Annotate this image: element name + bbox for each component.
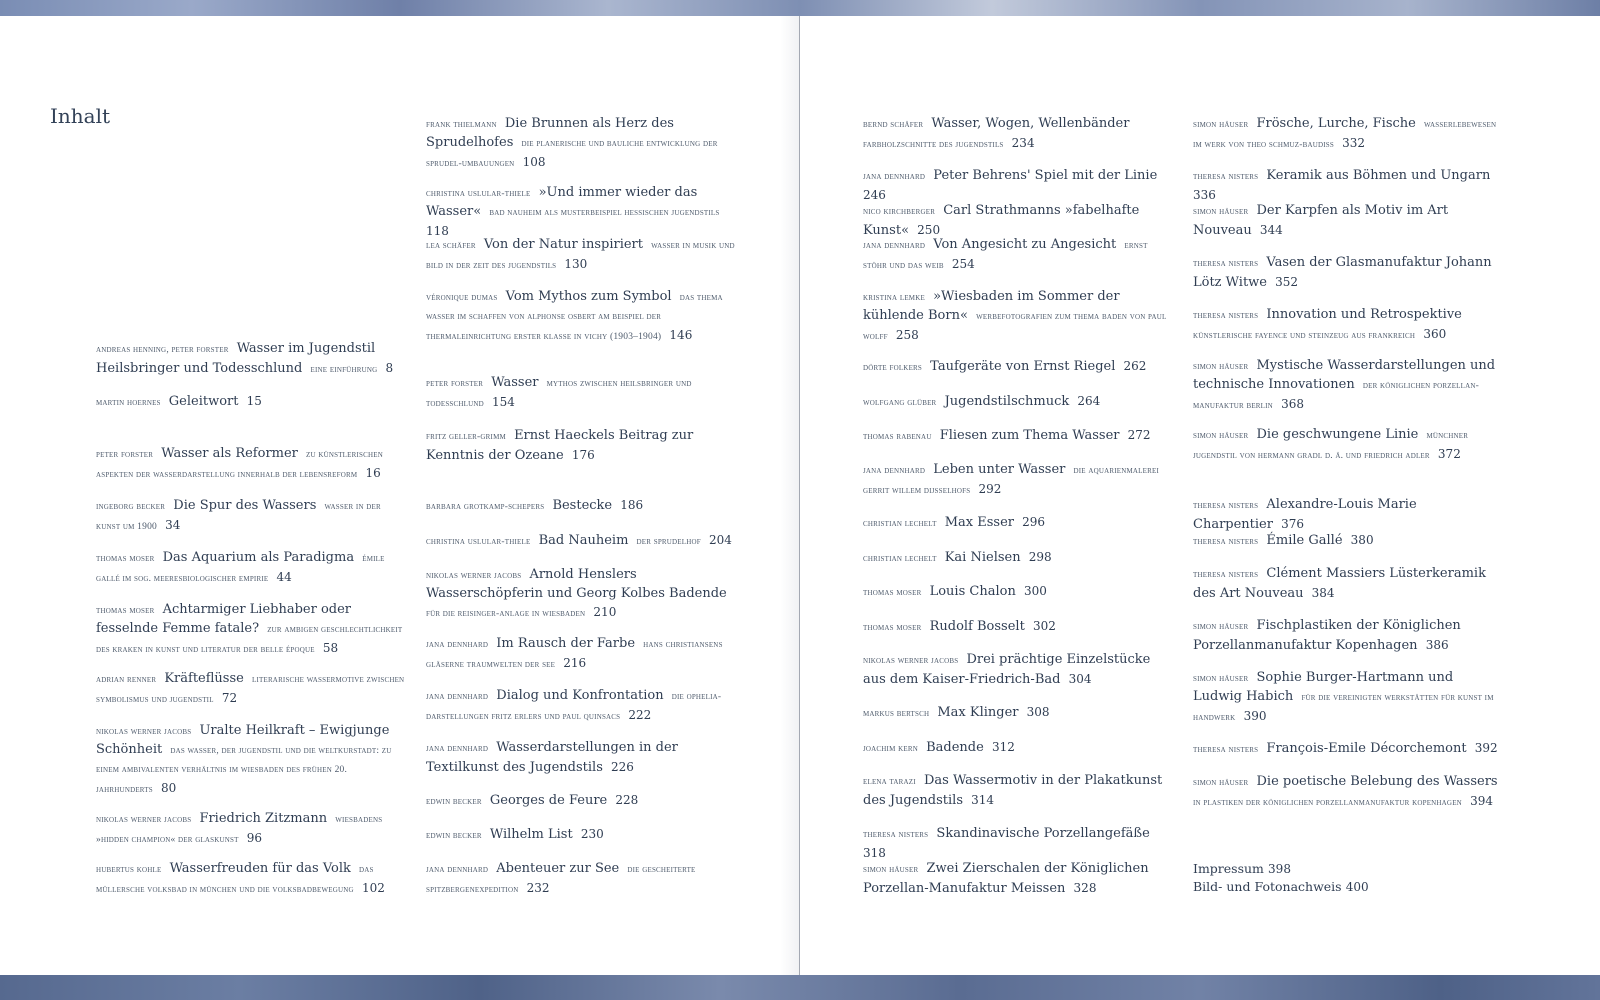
toc-entry[interactable] — [426, 566, 736, 623]
entry-subtitle: der sprudelhof — [636, 537, 701, 547]
entry-subtitle: zur ambigen geschlechtlichkeit des kraken in kunst und literatur der belle époque — [96, 625, 403, 655]
entry-subtitle: wasser in musik und bild in der zeit des jugendstils — [426, 241, 735, 271]
backmatter-label: Impressum — [1193, 861, 1264, 876]
entry-title: Max Esser — [944, 515, 1014, 530]
toc-entry[interactable] — [96, 340, 406, 379]
entry-page-number: 154 — [492, 395, 515, 409]
entry-page-number: 8 — [385, 361, 394, 375]
entry-author: simon häuser — [863, 865, 919, 875]
toc-entry[interactable] — [863, 738, 1173, 758]
entry-page-number: 80 — [160, 781, 177, 795]
entry-page-number: 336 — [1193, 188, 1216, 202]
toc-entry[interactable] — [426, 791, 736, 811]
entry-author: lea schäfer — [426, 241, 476, 251]
entry-author: christian lechelt — [863, 519, 937, 529]
entry-page-number: 298 — [1028, 550, 1052, 564]
entry-subtitle: ernst stöhr und das weib — [863, 241, 1148, 271]
entry-author: martin hoernes — [96, 398, 161, 408]
entry-page-number: 16 — [365, 466, 381, 480]
entry-page-number: 380 — [1350, 533, 1374, 547]
entry-author: markus bertsch — [863, 709, 930, 719]
toc-entry[interactable] — [426, 427, 736, 465]
entry-page-number: 102 — [361, 881, 385, 895]
entry-author: thomas moser — [96, 554, 155, 564]
entry-title: Fliesen zum Thema Wasser — [939, 428, 1120, 443]
entry-subtitle: für die vereinigten werkstätten für kunst im handwerk — [1193, 693, 1494, 723]
entry-subtitle: bad nauheim als musterbeispiel hessischen jugendstils — [489, 208, 720, 218]
page-title: Inhalt — [50, 104, 111, 128]
entry-author: simon häuser — [1193, 778, 1249, 788]
entry-title: Friedrich Zitzmann — [199, 811, 328, 826]
entry-author: jana dennhard — [863, 466, 926, 476]
toc-entry[interactable] — [426, 115, 736, 173]
entry-page-number: 390 — [1243, 709, 1267, 723]
entry-title: Jugendstilschmuck — [944, 394, 1070, 409]
entry-page-number: 272 — [1127, 428, 1151, 442]
entry-author: simon häuser — [1193, 622, 1249, 632]
entry-title: Wasserdarstellungen in der Textilkunst des Jugendstils — [426, 740, 678, 775]
toc-entry[interactable] — [1193, 115, 1503, 154]
entry-page-number: 176 — [571, 448, 595, 462]
entry-title: Kai Nielsen — [944, 550, 1021, 565]
toc-entry[interactable] — [863, 357, 1173, 377]
entry-author: christina uslular-thiele — [426, 189, 531, 199]
entry-page-number: 360 — [1423, 327, 1447, 341]
entry-author: christina uslular-thiele — [426, 537, 531, 547]
entry-page-number: 318 — [863, 846, 886, 860]
entry-page-number: 314 — [971, 793, 995, 807]
entry-title: Skandinavische Porzellangefäße — [936, 826, 1150, 841]
entry-subtitle: für die reisinger-anlage in wiesbaden — [426, 609, 586, 619]
entry-author: simon häuser — [1193, 674, 1249, 684]
entry-title: Sophie Burger-Hartmann und Ludwig Habich — [1193, 670, 1454, 704]
entry-page-number: 344 — [1259, 223, 1283, 237]
entry-subtitle: literarische wassermotive zwischen symbolismus und jugendstil — [96, 675, 405, 705]
backmatter-page-number: 398 — [1268, 862, 1291, 876]
entry-title: »Und immer wieder das Wasser« — [426, 185, 698, 219]
entry-author: elena tarazi — [863, 777, 916, 787]
entry-title: Dialog und Konfrontation — [496, 688, 664, 703]
entry-subtitle: mythos zwischen heilsbringer und todesschlund — [426, 379, 692, 409]
entry-title: Im Rausch der Farbe — [496, 636, 636, 651]
entry-author: jana dennhard — [426, 744, 489, 754]
entry-page-number: 15 — [246, 394, 262, 408]
entry-page-number: 292 — [978, 482, 1002, 496]
entry-title: Vasen der Glasmanufaktur Johann Lötz Witwe — [1193, 255, 1492, 290]
entry-subtitle: das müllersche volksbad in münchen und die volksbadbewegung — [96, 865, 374, 895]
entry-author: theresa nisters — [1193, 501, 1259, 511]
toc-entry[interactable] — [1193, 496, 1503, 534]
backmatter-entry[interactable] — [1193, 860, 1503, 879]
entry-page-number: 368 — [1281, 397, 1304, 411]
toc-entry[interactable] — [1193, 531, 1503, 551]
entry-title: Mystische Wasserdarstellungen und technische Innovationen — [1193, 358, 1496, 392]
toc-entry[interactable] — [426, 825, 736, 845]
entry-page-number: 228 — [615, 793, 639, 807]
entry-subtitle: wiesbadens »hidden champion« der glaskunst — [96, 815, 383, 845]
toc-entry[interactable] — [863, 426, 1173, 446]
toc-entry[interactable] — [1193, 669, 1503, 727]
entry-title: »Wiesbaden im Sommer der kühlende Born« — [863, 289, 1120, 323]
entry-subtitle: die gescheiterte spitzbergenexpedition — [426, 865, 696, 895]
toc-entry[interactable] — [426, 184, 736, 241]
toc-entry[interactable] — [426, 374, 736, 413]
entry-subtitle: künstlerische fayence und steinzeug aus frankreich — [1193, 331, 1416, 341]
entry-author: theresa nisters — [1193, 570, 1259, 580]
entry-page-number: 44 — [276, 570, 292, 584]
entry-page-number: 300 — [1023, 584, 1047, 598]
entry-subtitle: wasserlebewesen im werk von theo schmuz-baudiss — [1193, 120, 1497, 150]
entry-title: Keramik aus Böhmen und Ungarn — [1266, 168, 1491, 183]
entry-subtitle: die planerische und bauliche entwicklung der sprudel-umbauungen — [426, 139, 718, 169]
entry-subtitle: hans christiansens gläserne traumwelten der see — [426, 640, 723, 670]
entry-title: Badende — [926, 740, 984, 755]
entry-page-number: 204 — [708, 533, 732, 547]
toc-entry[interactable] — [863, 772, 1173, 810]
entry-subtitle: werbefotografien zum thema baden von paul wolff — [863, 312, 1167, 342]
entry-author: fritz geller-grimm — [426, 432, 506, 442]
toc-entry[interactable] — [96, 860, 406, 899]
entry-page-number: 250 — [917, 223, 941, 237]
entry-author: theresa nisters — [1193, 311, 1259, 321]
entry-author: theresa nisters — [863, 830, 929, 840]
entry-title: Émile Gallé — [1266, 533, 1343, 548]
entry-author: thomas moser — [96, 606, 155, 616]
entry-subtitle: der königlichen porzellan-manufaktur berlin — [1193, 381, 1480, 411]
entry-page-number: 308 — [1026, 705, 1050, 719]
bottom-image-strip — [0, 975, 1600, 1000]
entry-page-number: 118 — [426, 224, 449, 238]
entry-title: Georges de Feure — [489, 793, 608, 808]
entry-author: theresa nisters — [1193, 259, 1259, 269]
entry-title: Zwei Zierschalen der Königlichen Porzellan-Manufaktur Meissen — [863, 861, 1149, 896]
entry-page-number: 222 — [628, 708, 652, 722]
entry-page-number: 376 — [1281, 517, 1305, 531]
entry-title: Kräfteflüsse — [164, 671, 244, 686]
entry-title: Von Angesicht zu Angesicht — [933, 237, 1117, 252]
entry-author: kristina lemke — [863, 293, 925, 303]
entry-page-number: 34 — [165, 518, 181, 532]
entry-title: Geleitwort — [168, 394, 239, 409]
entry-title: Wasser — [491, 375, 539, 390]
toc-entry[interactable] — [863, 167, 1173, 205]
entry-page-number: 262 — [1123, 359, 1147, 373]
entry-page-number: 296 — [1022, 515, 1046, 529]
entry-page-number: 96 — [246, 831, 263, 845]
entry-title: Wasserfreuden für das Volk — [169, 861, 351, 876]
entry-author: christian lechelt — [863, 554, 937, 564]
entry-author: theresa nisters — [1193, 537, 1259, 547]
entry-title: Taufgeräte von Ernst Riegel — [930, 359, 1116, 374]
entry-page-number: 146 — [669, 328, 693, 342]
entry-title: Fischplastiken der Königlichen Porzellanmanufaktur Kopenhagen — [1193, 618, 1461, 653]
entry-page-number: 302 — [1032, 619, 1056, 633]
entry-page-number: 312 — [991, 740, 1015, 754]
entry-author: nikolas werner jacobs — [96, 815, 192, 825]
toc-entry[interactable] — [863, 392, 1173, 412]
toc-entry[interactable] — [96, 497, 406, 536]
entry-author: peter forster — [96, 450, 154, 460]
entry-page-number: 352 — [1275, 275, 1299, 289]
entry-author: theresa nisters — [1193, 172, 1259, 182]
entry-title: Clément Massiers Lüsterkeramik des Art Nouveau — [1193, 566, 1486, 601]
entry-title: Max Klinger — [937, 705, 1019, 720]
entry-page-number: 304 — [1068, 672, 1092, 686]
entry-page-number: 226 — [611, 760, 634, 774]
entry-title: Alexandre-Louis Marie Charpentier — [1193, 497, 1417, 532]
toc-entry[interactable] — [863, 202, 1173, 240]
toc-entry[interactable] — [1193, 357, 1503, 415]
entry-author: jana dennhard — [426, 865, 489, 875]
entry-author: peter forster — [426, 379, 484, 389]
entry-author: jana dennhard — [426, 640, 489, 650]
entry-title: Peter Behrens' Spiel mit der Linie — [933, 168, 1158, 183]
entry-page-number: 386 — [1425, 638, 1449, 652]
entry-page-number: 216 — [563, 656, 587, 670]
entry-page-number: 394 — [1470, 794, 1493, 808]
entry-author: simon häuser — [1193, 207, 1249, 217]
toc-entry[interactable] — [426, 236, 736, 275]
entry-subtitle: wasser in der kunst um 1900 — [96, 502, 381, 532]
entry-title: Wasser als Reformer — [161, 446, 298, 461]
toc-entry[interactable] — [96, 601, 406, 659]
toc-entry[interactable] — [426, 635, 736, 674]
entry-title: Achtarmiger Liebhaber oder fesselnde Femme fatale? — [96, 602, 352, 636]
entry-title: Drei prächtige Einzelstücke aus dem Kaiser-Friedrich-Bad — [863, 652, 1151, 687]
entry-subtitle: die aquarienmalerei gerrit willem dijsselhofs — [863, 466, 1160, 496]
top-image-strip — [0, 0, 1600, 16]
entry-page-number: 58 — [322, 641, 339, 655]
entry-author: hubertus kohle — [96, 865, 162, 875]
entry-title: Abenteuer zur See — [496, 861, 620, 876]
entry-page-number: 254 — [951, 257, 975, 271]
toc-entry[interactable] — [863, 582, 1173, 602]
entry-title: Louis Chalon — [929, 584, 1016, 599]
backmatter-label: Bild- und Fotonachweis — [1193, 879, 1342, 894]
toc-entry[interactable] — [1193, 773, 1503, 812]
entry-page-number: 372 — [1437, 447, 1461, 461]
entry-title: Die Brunnen als Herz des Sprudelhofes — [426, 116, 674, 150]
entry-author: nico kirchberger — [863, 207, 936, 217]
toc-entry[interactable] — [426, 531, 736, 551]
toc-entry[interactable] — [96, 445, 406, 484]
toc-entry[interactable] — [96, 549, 406, 588]
entry-page-number: 258 — [895, 328, 919, 342]
toc-entry[interactable] — [1193, 202, 1503, 240]
entry-title: Arnold Henslers Wasserschöpferin und Georg Kolbes Badende — [426, 567, 727, 601]
toc-entry[interactable] — [1193, 565, 1503, 603]
entry-title: Das Wassermotiv in der Plakatkunst des Jugendstils — [863, 773, 1163, 808]
entry-subtitle: émile gallé im sog. meeresbiologischer empirie — [96, 554, 385, 584]
entry-title: Carl Strathmanns »fabelhafte Kunst« — [863, 203, 1140, 238]
entry-page-number: 186 — [620, 498, 644, 512]
entry-author: wolfgang glüber — [863, 398, 937, 408]
entry-subtitle: farbholzschnitte des jugendstils — [863, 140, 1004, 150]
backmatter-entry[interactable] — [1193, 878, 1503, 897]
entry-author: simon häuser — [1193, 362, 1249, 372]
toc-entry[interactable] — [1193, 426, 1503, 465]
entry-subtitle: münchner jugendstil von hermann gradl d. ä. und friedrich adler — [1193, 431, 1469, 461]
toc-entry[interactable] — [96, 810, 406, 849]
toc-entry[interactable] — [863, 651, 1173, 689]
entry-page-number: 108 — [522, 155, 546, 169]
entry-page-number: 232 — [526, 881, 550, 895]
entry-page-number: 130 — [564, 257, 588, 271]
toc-entry[interactable] — [863, 860, 1173, 898]
entry-author: thomas rabenau — [863, 432, 932, 442]
toc-entry[interactable] — [1193, 617, 1503, 655]
entry-title: Von der Natur inspiriert — [483, 237, 643, 252]
entry-subtitle: zu künstlerischen aspekten der wasserdarstellung innerhalb der lebensreform — [96, 450, 383, 480]
entry-author: barbara grotkamp-schepers — [426, 502, 545, 512]
toc-entry[interactable] — [96, 722, 406, 799]
entry-title: Wasser im Jugendstil Heilsbringer und Todesschlund — [96, 341, 376, 376]
toc-entry[interactable] — [863, 115, 1173, 154]
entry-subtitle: das wasser, der jugendstil und die weltkurstadt: zu einem ambivalenten verhältnis im wiesbaden des frühen 20. jahrhunderts — [96, 746, 392, 795]
toc-entry[interactable] — [96, 670, 406, 709]
entry-author: frank thielmann — [426, 120, 497, 130]
entry-page-number: 210 — [593, 605, 617, 619]
entry-author: joachim kern — [863, 744, 918, 754]
entry-author: thomas moser — [863, 588, 922, 598]
entry-subtitle: eine einführung — [310, 365, 378, 375]
toc-entry[interactable] — [863, 288, 1173, 346]
backmatter-page-number: 400 — [1345, 880, 1369, 894]
entry-title: Frösche, Lurche, Fische — [1256, 116, 1416, 131]
entry-author: jana dennhard — [863, 172, 926, 182]
entry-subtitle: das thema wasser im schaffen von alphonse osbert am beispiel der thermaleinrichtung erster klasse in vichy (1903–1904) — [426, 293, 723, 342]
entry-page-number: 332 — [1342, 136, 1366, 150]
toc-entry[interactable] — [863, 617, 1173, 637]
entry-title: Die Spur des Wassers — [173, 498, 317, 513]
entry-page-number: 392 — [1474, 741, 1498, 755]
entry-page-number: 328 — [1073, 881, 1097, 895]
toc-entry[interactable] — [426, 739, 736, 777]
entry-title: Die poetische Belebung des Wassers — [1256, 774, 1498, 789]
entry-page-number: 384 — [1311, 586, 1335, 600]
entry-author: simon häuser — [1193, 431, 1249, 441]
toc-entry[interactable] — [1193, 254, 1503, 292]
toc-entry[interactable] — [863, 703, 1173, 723]
toc-entry[interactable] — [1193, 306, 1503, 345]
entry-author: edwin becker — [426, 831, 482, 841]
entry-title: Vom Mythos zum Symbol — [505, 289, 672, 304]
entry-author: véronique dumas — [426, 293, 498, 303]
toc-entry[interactable] — [426, 496, 736, 516]
entry-author: nikolas werner jacobs — [863, 656, 959, 666]
entry-title: Wilhelm List — [489, 827, 573, 842]
entry-title: Die geschwungene Linie — [1256, 427, 1419, 442]
toc-entry[interactable] — [1193, 739, 1503, 759]
entry-page-number: 230 — [580, 827, 604, 841]
entry-title: Uralte Heilkraft – Ewigjunge Schönheit — [96, 723, 390, 757]
toc-entry[interactable] — [863, 513, 1173, 533]
entry-author: jana dennhard — [426, 692, 489, 702]
page-gutter — [799, 16, 800, 975]
toc-entry[interactable] — [426, 288, 736, 346]
entry-title: Rudolf Bosselt — [929, 619, 1025, 634]
entry-author: nikolas werner jacobs — [96, 727, 192, 737]
entry-author: dörte folkers — [863, 363, 923, 373]
entry-page-number: 72 — [221, 691, 238, 705]
entry-title: François-Emile Décorchemont — [1266, 741, 1467, 756]
entry-title: Wasser, Wogen, Wellenbänder — [931, 116, 1130, 131]
entry-author: jana dennhard — [863, 241, 926, 251]
entry-title: Das Aquarium als Paradigma — [162, 550, 355, 565]
entry-author: andreas henning, peter forster — [96, 345, 229, 355]
entry-title: Der Karpfen als Motiv im Art Nouveau — [1193, 203, 1449, 238]
entry-author: adrian renner — [96, 675, 157, 685]
entry-author: edwin becker — [426, 797, 482, 807]
entry-title: Ernst Haeckels Beitrag zur Kenntnis der Ozeane — [426, 428, 694, 463]
entry-author: thomas moser — [863, 623, 922, 633]
entry-title: Bad Nauheim — [538, 533, 629, 548]
toc-entry[interactable] — [863, 548, 1173, 568]
entry-author: theresa nisters — [1193, 745, 1259, 755]
toc-entry[interactable] — [426, 860, 736, 899]
entry-author: simon häuser — [1193, 120, 1249, 130]
toc-entry[interactable] — [863, 236, 1173, 275]
toc-entry[interactable] — [863, 461, 1173, 500]
toc-entry[interactable] — [96, 392, 406, 412]
page-gutter-shadow — [780, 16, 799, 975]
entry-page-number: 264 — [1077, 394, 1101, 408]
toc-entry[interactable] — [426, 687, 736, 726]
entry-page-number: 246 — [863, 188, 886, 202]
entry-subtitle: in plastiken der königlichen porzellanmanufaktur kopenhagen — [1193, 798, 1462, 808]
entry-title: Leben unter Wasser — [933, 462, 1066, 477]
entry-author: nikolas werner jacobs — [426, 571, 522, 581]
entry-author: ingeborg becker — [96, 502, 166, 512]
toc-entry[interactable] — [1193, 167, 1503, 205]
entry-page-number: 234 — [1011, 136, 1035, 150]
entry-author: bernd schäfer — [863, 120, 924, 130]
entry-subtitle: die ophelia-darstellungen fritz erlers und paul quinsacs — [426, 692, 722, 722]
toc-entry[interactable] — [863, 825, 1173, 863]
entry-title: Bestecke — [552, 498, 613, 513]
entry-title: Innovation und Retrospektive — [1266, 307, 1462, 322]
